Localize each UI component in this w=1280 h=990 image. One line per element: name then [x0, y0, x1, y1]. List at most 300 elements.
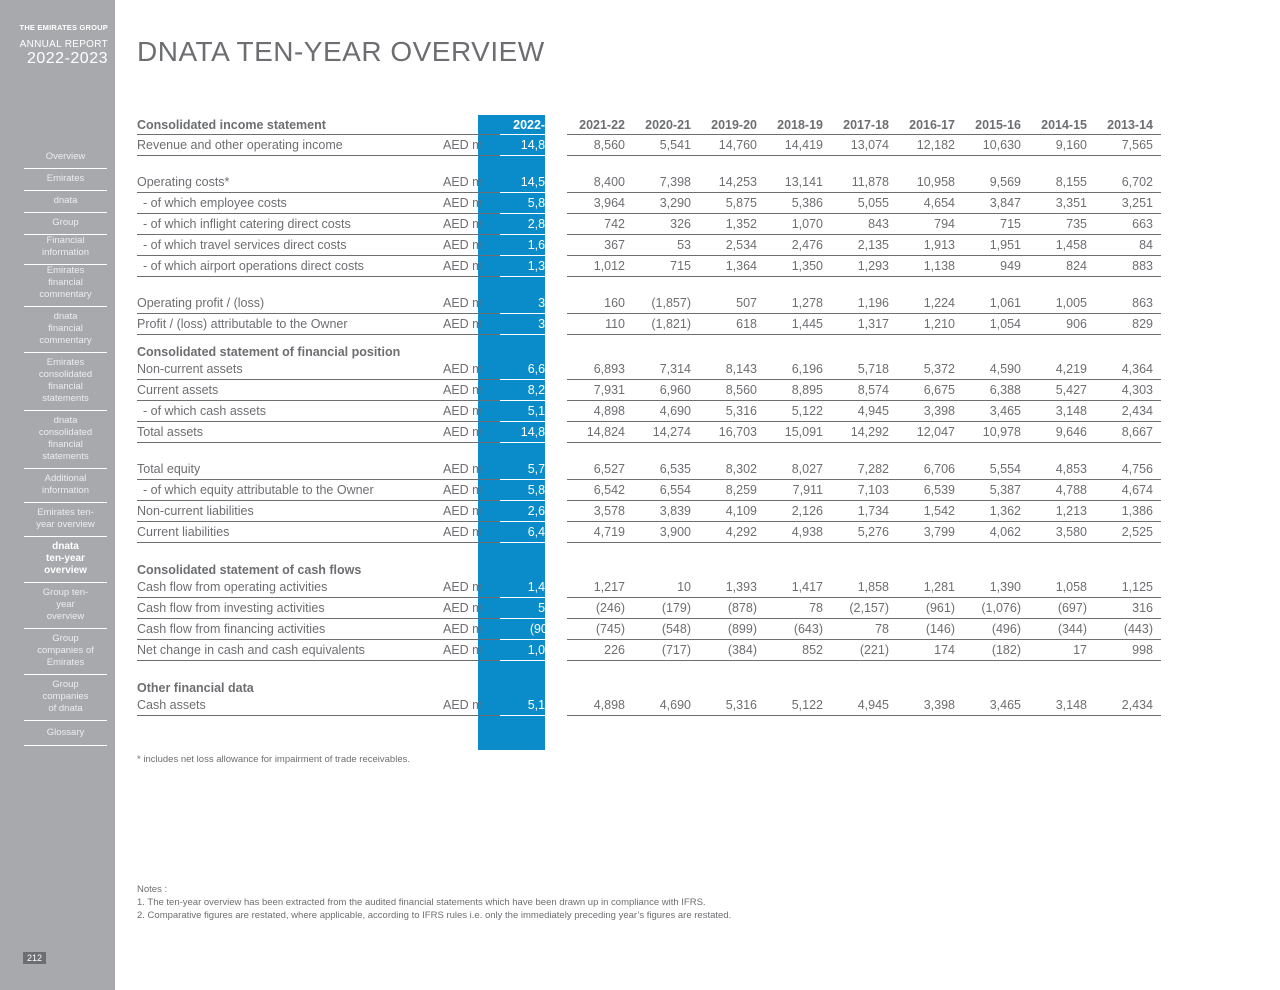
value-cell: 4,898 [567, 695, 633, 716]
value-cell: (384) [699, 640, 765, 661]
value-cell: 5,386 [765, 193, 831, 214]
value-cell: 6,893 [567, 359, 633, 380]
value-cell: 949 [963, 256, 1029, 277]
value-cell: 5,055 [831, 193, 897, 214]
year-header: 2014-15 [1029, 115, 1095, 135]
value-cell: 8,895 [765, 380, 831, 401]
value-cell: 8,259 [699, 480, 765, 501]
value-cell: (179) [633, 598, 699, 619]
value-cell: 53 [633, 235, 699, 256]
value-cell: 2,476 [765, 235, 831, 256]
nav-item-dnata-consolidated-statements[interactable]: dnata consolidated financial statements [24, 411, 107, 469]
value-cell: 1,281 [897, 577, 963, 598]
value-cell: 14,890 [500, 422, 567, 443]
value-cell: 6,675 [897, 380, 963, 401]
section-nav [24, 147, 107, 746]
row-unit: AED m [443, 422, 500, 443]
row-unit: AED m [443, 193, 500, 214]
nav-item-group-companies-dnata[interactable]: Group companies of dnata [24, 675, 107, 721]
value-cell: (182) [963, 640, 1029, 661]
page-title: DNATA TEN-YEAR OVERVIEW [137, 36, 545, 67]
value-cell: (717) [633, 640, 699, 661]
row-label: - of which employee costs [137, 193, 443, 214]
value-cell: 5,554 [963, 459, 1029, 480]
row-label: Cash assets [137, 695, 443, 716]
value-cell: 1,340 [500, 256, 567, 277]
value-cell: 998 [1095, 640, 1161, 661]
value-cell: 6,388 [963, 380, 1029, 401]
value-cell: (745) [567, 619, 633, 640]
nav-item-group[interactable]: Group [24, 213, 107, 235]
row-label: - of which equity attributable to the Owner [137, 480, 443, 501]
value-cell: 4,690 [633, 695, 699, 716]
value-cell: 14,253 [699, 172, 765, 193]
value-cell: 1,061 [963, 293, 1029, 314]
value-cell: 1,390 [963, 577, 1029, 598]
value-cell: 8,667 [1095, 422, 1161, 443]
value-cell: 2,534 [699, 235, 765, 256]
spacer-row [137, 156, 1161, 173]
row-label: Non-current liabilities [137, 501, 443, 522]
value-cell: 1,542 [897, 501, 963, 522]
value-cell: 9,569 [963, 172, 1029, 193]
row-label: - of which travel services direct costs [137, 235, 443, 256]
value-cell: 16,703 [699, 422, 765, 443]
table-row [137, 501, 1161, 522]
brand-block [0, 23, 108, 68]
value-cell: 5,316 [699, 695, 765, 716]
value-cell: 6,196 [765, 359, 831, 380]
section-heading-position: Consolidated statement of financial position [137, 345, 401, 359]
value-cell: 1,418 [500, 577, 567, 598]
value-cell: (961) [897, 598, 963, 619]
row-label: Non-current assets [137, 359, 443, 380]
value-cell: 906 [1029, 314, 1095, 335]
value-cell: (344) [1029, 619, 1095, 640]
value-cell: 4,303 [1095, 380, 1161, 401]
table-row [137, 172, 1161, 193]
value-cell: (1,857) [633, 293, 699, 314]
value-cell: 3,964 [567, 193, 633, 214]
value-cell: 794 [897, 214, 963, 235]
table-row [137, 135, 1161, 156]
value-cell: 1,210 [897, 314, 963, 335]
value-cell: (697) [1029, 598, 1095, 619]
value-cell: 5,316 [699, 401, 765, 422]
row-unit: AED m [443, 172, 500, 193]
year-header: 2018-19 [765, 115, 831, 135]
year-header: 2016-17 [897, 115, 963, 135]
value-cell: 14,292 [831, 422, 897, 443]
value-cell: 9,646 [1029, 422, 1095, 443]
value-cell: 7,282 [831, 459, 897, 480]
brand-group: THE EMIRATES GROUP [19, 23, 108, 32]
value-cell: 1,224 [897, 293, 963, 314]
value-cell: 6,440 [500, 522, 567, 543]
row-label: Operating costs* [137, 172, 443, 193]
value-cell: 84 [1095, 235, 1161, 256]
value-cell: 1,138 [897, 256, 963, 277]
value-cell: 8,302 [699, 459, 765, 480]
row-unit: AED m [443, 480, 500, 501]
value-cell: 715 [963, 214, 1029, 235]
value-cell: 14,760 [699, 135, 765, 156]
value-cell: 8,560 [567, 135, 633, 156]
value-cell: 11,878 [831, 172, 897, 193]
section-heading-row [137, 543, 1161, 578]
value-cell: (221) [831, 640, 897, 661]
value-cell: 1,362 [963, 501, 1029, 522]
value-cell: 10,630 [963, 135, 1029, 156]
value-cell: 6,539 [897, 480, 963, 501]
year-header: 2015-16 [963, 115, 1029, 135]
value-cell: 1,858 [831, 577, 897, 598]
note-1: 1. The ten-year overview has been extracted from the audited financial statements which have been drawn up in compliance with IFRS. [137, 897, 706, 908]
value-cell: 315 [500, 293, 567, 314]
nav-item-dnata-financial-commentary[interactable]: dnata financial commentary [24, 307, 107, 353]
value-cell: 6,542 [567, 480, 633, 501]
value-cell: 3,465 [963, 401, 1029, 422]
value-cell: 4,756 [1095, 459, 1161, 480]
value-cell: 4,945 [831, 401, 897, 422]
value-cell: 1,350 [765, 256, 831, 277]
value-cell: 2,135 [831, 235, 897, 256]
value-cell: (2,157) [831, 598, 897, 619]
value-cell: (146) [897, 619, 963, 640]
table-row [137, 256, 1161, 277]
value-cell: 8,400 [567, 172, 633, 193]
table-row [137, 598, 1161, 619]
value-cell: 6,554 [633, 480, 699, 501]
value-cell: 8,027 [765, 459, 831, 480]
table-row [137, 380, 1161, 401]
value-cell: 13,074 [831, 135, 897, 156]
value-cell: 3,799 [897, 522, 963, 543]
page-number: 212 [23, 952, 46, 964]
nav-item-emirates[interactable]: Emirates [24, 169, 107, 191]
nav-item-overview[interactable]: Overview [24, 147, 107, 169]
value-cell: 9,160 [1029, 135, 1095, 156]
table-row [137, 235, 1161, 256]
value-cell: 3,148 [1029, 401, 1095, 422]
value-cell: 735 [1029, 214, 1095, 235]
value-cell: 316 [1095, 598, 1161, 619]
table-row [137, 640, 1161, 661]
value-cell: 160 [567, 293, 633, 314]
value-cell: 4,109 [699, 501, 765, 522]
value-cell: 1,058 [1029, 577, 1095, 598]
row-label: Revenue and other operating income [137, 135, 443, 156]
value-cell: 8,560 [699, 380, 765, 401]
row-unit: AED m [443, 256, 500, 277]
value-cell: 7,398 [633, 172, 699, 193]
nav-item-additional-information[interactable]: Additional information [24, 469, 107, 503]
value-cell: 3,465 [963, 695, 1029, 716]
year-header: 2020-21 [633, 115, 699, 135]
value-cell: 3,398 [897, 401, 963, 422]
value-cell: (1,821) [633, 314, 699, 335]
value-cell: 3,351 [1029, 193, 1095, 214]
row-unit: AED m [443, 214, 500, 235]
nav-item-group-companies-emirates[interactable]: Group companies of Emirates [24, 629, 107, 675]
value-cell: 1,278 [765, 293, 831, 314]
value-cell: 507 [699, 293, 765, 314]
value-cell: 4,590 [963, 359, 1029, 380]
row-unit: AED m [443, 235, 500, 256]
value-cell: 4,719 [567, 522, 633, 543]
value-cell: 2,434 [1095, 695, 1161, 716]
value-cell: (878) [699, 598, 765, 619]
nav-item-dnata-ten-year[interactable]: dnata ten-year overview [24, 537, 107, 583]
value-cell: 12,182 [897, 135, 963, 156]
ten-year-table [137, 115, 1161, 716]
row-label: Profit / (loss) attributable to the Owner [137, 314, 443, 335]
row-label: - of which cash assets [137, 401, 443, 422]
value-cell: 6,535 [633, 459, 699, 480]
year-header: 2013-14 [1095, 115, 1161, 135]
brand-year: 2022-2023 [26, 50, 108, 67]
value-cell: 1,317 [831, 314, 897, 335]
value-cell: 1,352 [699, 214, 765, 235]
value-cell: 110 [567, 314, 633, 335]
value-cell: 742 [567, 214, 633, 235]
value-cell: 14,824 [567, 422, 633, 443]
value-cell: 1,951 [963, 235, 1029, 256]
value-cell: 13,141 [765, 172, 831, 193]
value-cell: 6,527 [567, 459, 633, 480]
table-row [137, 314, 1161, 335]
value-cell: 2,878 [500, 214, 567, 235]
value-cell: 78 [831, 619, 897, 640]
value-cell: 10,978 [963, 422, 1029, 443]
value-cell: 5,122 [765, 695, 831, 716]
value-cell: 1,666 [500, 235, 567, 256]
value-cell: 1,417 [765, 577, 831, 598]
year-header: 2017-18 [831, 115, 897, 135]
value-cell: 1,293 [831, 256, 897, 277]
value-cell: 7,931 [567, 380, 633, 401]
table-row [137, 577, 1161, 598]
value-cell: 2,126 [765, 501, 831, 522]
value-cell: 1,393 [699, 577, 765, 598]
value-cell: (246) [567, 598, 633, 619]
row-unit: AED m [443, 640, 500, 661]
nav-item-emirates-financial-commentary[interactable]: Emirates financial commentary [24, 265, 107, 307]
value-cell: (643) [765, 619, 831, 640]
value-cell: 10 [633, 577, 699, 598]
value-cell: 7,565 [1095, 135, 1161, 156]
value-cell: 1,386 [1095, 501, 1161, 522]
value-cell: 5,276 [831, 522, 897, 543]
value-cell: 3,900 [633, 522, 699, 543]
value-cell: 5,128 [500, 695, 567, 716]
table-row [137, 522, 1161, 543]
value-cell: 226 [567, 640, 633, 661]
table-row [137, 480, 1161, 501]
section-heading-row [137, 661, 1161, 696]
value-cell: 6,607 [500, 359, 567, 380]
value-cell: 5,875 [699, 193, 765, 214]
value-cell: 5,122 [765, 401, 831, 422]
value-cell: 1,364 [699, 256, 765, 277]
value-cell: (906) [500, 619, 567, 640]
value-cell: 14,584 [500, 172, 567, 193]
value-cell: 3,290 [633, 193, 699, 214]
row-unit: AED m [443, 314, 500, 335]
value-cell: 5,128 [500, 401, 567, 422]
sidebar [0, 0, 115, 990]
row-unit: AED m [443, 380, 500, 401]
value-cell: 7,911 [765, 480, 831, 501]
value-cell: 4,898 [567, 401, 633, 422]
value-cell: 1,213 [1029, 501, 1095, 522]
value-cell: 1,040 [500, 640, 567, 661]
row-label: Operating profit / (loss) [137, 293, 443, 314]
value-cell: 3,847 [963, 193, 1029, 214]
value-cell: 1,458 [1029, 235, 1095, 256]
table-row [137, 214, 1161, 235]
nav-item-emirates-ten-year[interactable]: Emirates ten-year overview [24, 503, 107, 537]
row-unit: AED m [443, 598, 500, 619]
value-cell: 8,283 [500, 380, 567, 401]
row-unit: AED m [443, 359, 500, 380]
section-heading-cash: Consolidated statement of cash flows [137, 563, 362, 577]
row-label: Total assets [137, 422, 443, 443]
value-cell: (899) [699, 619, 765, 640]
value-cell: 10,958 [897, 172, 963, 193]
row-unit: AED m [443, 619, 500, 640]
footnote: * includes net loss allowance for impairment of trade receivables. [137, 754, 410, 765]
value-cell: 852 [765, 640, 831, 661]
value-cell: 8,155 [1029, 172, 1095, 193]
value-cell: 5,754 [500, 459, 567, 480]
table-row [137, 619, 1161, 640]
row-unit: AED m [443, 695, 500, 716]
section-heading-income: Consolidated income statement [137, 115, 500, 135]
value-cell: 4,945 [831, 695, 897, 716]
section-heading-other: Other financial data [137, 681, 254, 695]
value-cell: 12,047 [897, 422, 963, 443]
table-row [137, 401, 1161, 422]
row-unit: AED m [443, 401, 500, 422]
value-cell: 4,690 [633, 401, 699, 422]
table-row [137, 359, 1161, 380]
row-unit: AED m [443, 293, 500, 314]
value-cell: 843 [831, 214, 897, 235]
table-row [137, 695, 1161, 716]
value-cell: 17 [1029, 640, 1095, 661]
value-cell: 5,372 [897, 359, 963, 380]
value-cell: 8,143 [699, 359, 765, 380]
value-cell: 2,525 [1095, 522, 1161, 543]
value-cell: 4,219 [1029, 359, 1095, 380]
value-cell: 2,696 [500, 501, 567, 522]
value-cell: 7,314 [633, 359, 699, 380]
value-cell: 3,578 [567, 501, 633, 522]
nav-item-glossary[interactable]: Glossary [24, 721, 107, 746]
value-cell: 863 [1095, 293, 1161, 314]
value-cell: 78 [765, 598, 831, 619]
value-cell: 5,427 [1029, 380, 1095, 401]
notes-block [137, 883, 731, 922]
value-cell: 4,364 [1095, 359, 1161, 380]
value-cell: 14,899 [500, 135, 567, 156]
notes-heading: Notes : [137, 884, 168, 895]
row-label: Net change in cash and cash equivalents [137, 640, 443, 661]
value-cell: 5,541 [633, 135, 699, 156]
row-label: Total equity [137, 459, 443, 480]
row-unit: AED m [443, 522, 500, 543]
value-cell: 3,839 [633, 501, 699, 522]
value-cell: 5,806 [500, 480, 567, 501]
value-cell: 4,853 [1029, 459, 1095, 480]
row-unit: AED m [443, 135, 500, 156]
table-row [137, 293, 1161, 314]
table-row [137, 422, 1161, 443]
value-cell: 14,274 [633, 422, 699, 443]
value-cell: 618 [699, 314, 765, 335]
brand-report: ANNUAL REPORT [19, 39, 108, 50]
table-row [137, 459, 1161, 480]
value-cell: 8,574 [831, 380, 897, 401]
nav-item-group-ten-year[interactable]: Group ten-year overview [24, 583, 107, 629]
value-cell: 1,734 [831, 501, 897, 522]
row-unit: AED m [443, 577, 500, 598]
spacer-row [137, 443, 1161, 460]
value-cell: 715 [633, 256, 699, 277]
table-row [137, 193, 1161, 214]
value-cell: 3,148 [1029, 695, 1095, 716]
row-label: Current liabilities [137, 522, 443, 543]
value-cell: 1,054 [963, 314, 1029, 335]
value-cell: 15,091 [765, 422, 831, 443]
year-header: 2019-20 [699, 115, 765, 135]
value-cell: 824 [1029, 256, 1095, 277]
nav-item-financial-information[interactable]: Financial information [24, 235, 107, 265]
nav-item-dnata[interactable]: dnata [24, 191, 107, 213]
row-label: - of which inflight catering direct costs [137, 214, 443, 235]
section-heading-row [137, 335, 1161, 360]
value-cell: 4,674 [1095, 480, 1161, 501]
value-cell: 528 [500, 598, 567, 619]
nav-item-emirates-consolidated-statements[interactable]: Emirates consolidated financial statements [24, 353, 107, 411]
row-label: Cash flow from operating activities [137, 577, 443, 598]
value-cell: 3,580 [1029, 522, 1095, 543]
value-cell: 4,062 [963, 522, 1029, 543]
value-cell: 3,251 [1095, 193, 1161, 214]
value-cell: 4,654 [897, 193, 963, 214]
row-label: Current assets [137, 380, 443, 401]
value-cell: 5,718 [831, 359, 897, 380]
row-label: - of which airport operations direct costs [137, 256, 443, 277]
spacer-row [137, 277, 1161, 294]
value-cell: (1,076) [963, 598, 1029, 619]
row-label: Cash flow from investing activities [137, 598, 443, 619]
value-cell: 4,292 [699, 522, 765, 543]
row-unit: AED m [443, 459, 500, 480]
value-cell: 1,005 [1029, 293, 1095, 314]
value-cell: 4,788 [1029, 480, 1095, 501]
value-cell: 883 [1095, 256, 1161, 277]
value-cell: 663 [1095, 214, 1161, 235]
value-cell: (443) [1095, 619, 1161, 640]
year-header: 2021-22 [567, 115, 633, 135]
value-cell: 174 [897, 640, 963, 661]
row-label: Cash flow from financing activities [137, 619, 443, 640]
note-2: 2. Comparative figures are restated, where applicable, according to IFRS rules i.e. only the immediately preceding year’s figures are restated. [137, 910, 732, 921]
value-cell: 5,898 [500, 193, 567, 214]
value-cell: 1,070 [765, 214, 831, 235]
